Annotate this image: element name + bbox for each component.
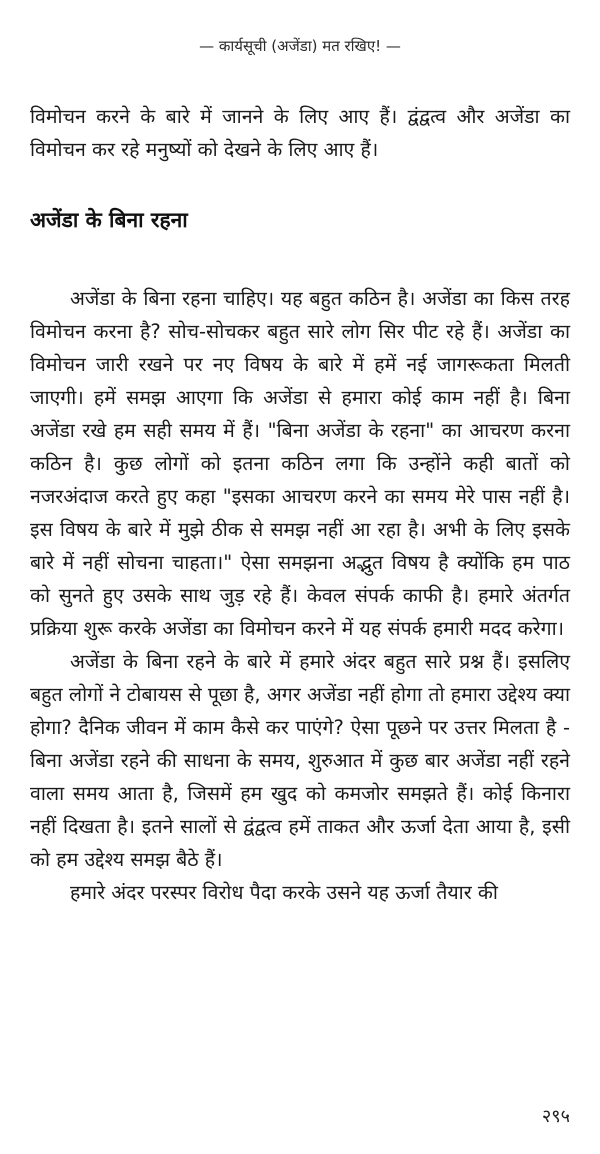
section-body (30, 282, 570, 909)
section-heading: अजेंडा के बिना रहना (30, 208, 188, 232)
page-number: २९५ (541, 1106, 570, 1127)
paragraph-2: अजेंडा के बिना रहने के बारे में हमारे अंदर बहुत सारे प्रश्न हैं। इसलिए बहुत लोगों ने टोबायस से पूछा है, अगर अजेंडा नहीं होगा तो हमारा उद्देश्य क्या होगा? दैनिक जीवन में काम कैसे कर पाएंगे? ऐसा पूछने पर उत्तर मिलता है - बिना अजेंडा रहने की साधना के समय, शुरुआत में कुछ बार अजेंडा नहीं रहने वाला समय आता है, जिसमें हम खुद को कमजोर समझते हैं। कोई किनारा नहीं दिखता है। इतने सालों से द्वंद्वत्व हमें ताकत और ऊर्जा देता आया है, इसी को हम उद्देश्य समझ बैठे हैं। (30, 650, 570, 871)
paragraph-3: हमारे अंदर परस्पर विरोध पैदा करके उसने यह ऊर्जा तैयार की (70, 881, 498, 904)
paragraph-1: अजेंडा के बिना रहना चाहिए। यह बहुत कठिन है। अजेंडा का किस तरह विमोचन करना है? सोच-सोचकर बहुत सारे लोग सिर पीट रहे हैं। अजेंडा का विमोचन जारी रखने पर नए विषय के बारे में हमें नई जागरूकता मिलती जाएगी। हमें समझ आएगा कि अजेंडा से हमारा कोई काम नहीं है। बिना अजेंडा रखे हम सही समय में हैं। "बिना अजेंडा के रहना" का आचरण करना कठिन है। कुछ लोगों को इतना कठिन लगा कि उन्होंने कही बातों को नजरअंदाज करते हुए कहा "इसका आचरण करने का समय मेरे पास नहीं है। इस विषय के बारे में मुझे ठीक से समझ नहीं आ रहा है। अभी के लिए इसके बारे में नहीं सोचना चाहता।" ऐसा समझना अद्भुत विषय है क्योंकि हम पाठ को सुनते हुए उसके साथ जुड़ रहे हैं। केवल संपर्क काफी है। हमारे अंतर्गत प्रक्रिया शुरू करके अजेंडा का विमोचन करने में यह संपर्क हमारी मदद करेगा। (30, 287, 570, 640)
intro-paragraph: विमोचन करने के बारे में जानने के लिए आए हैं। द्वंद्वत्व और अजेंडा का विमोचन कर रहे मनुष्यों को देखने के लिए आए हैं। (30, 105, 570, 161)
running-header: — कार्यसूची (अजेंडा) मत रखिए! — (199, 37, 401, 55)
